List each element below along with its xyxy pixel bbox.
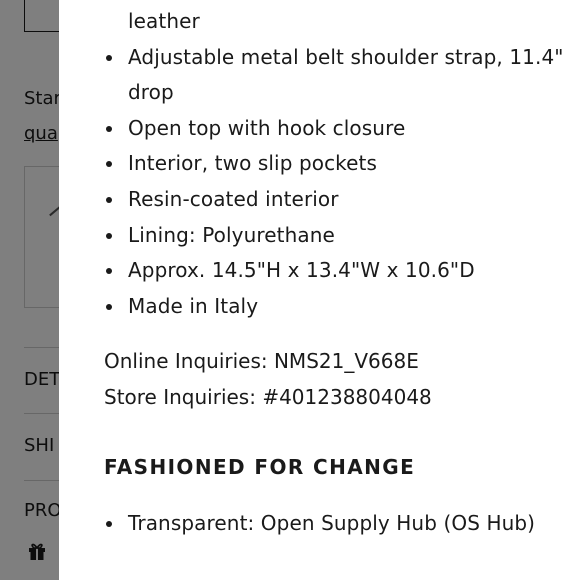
bullet-icon (106, 268, 112, 274)
feature-text: Resin-coated interior (128, 186, 339, 211)
feature-list (104, 4, 564, 324)
feature-item (104, 289, 564, 325)
bullet-icon (106, 161, 112, 167)
bullet-icon (106, 55, 112, 61)
online-inquiries: Online Inquiries: NMS21_V668E (104, 349, 419, 374)
drawer-content (104, 0, 564, 541)
feature-text: Made in Italy (128, 293, 259, 318)
store-inquiries: Store Inquiries: #401238804048 (104, 384, 432, 409)
feature-item (104, 146, 564, 182)
feature-text: leather (128, 9, 200, 33)
inquiries-block (104, 344, 564, 415)
bullet-icon (106, 233, 112, 239)
feature-item (104, 218, 564, 254)
feature-item (104, 40, 564, 111)
feature-text: Lining: Polyurethane (128, 222, 335, 247)
bullet-icon (106, 126, 112, 132)
details-drawer (59, 0, 580, 580)
change-list (104, 506, 564, 542)
feature-text: Adjustable metal belt shoulder strap, 11.4" drop (128, 44, 564, 105)
bullet-icon (106, 521, 112, 527)
fashioned-for-change-heading: FASHIONED FOR CHANGE (104, 454, 416, 479)
bullet-icon (106, 197, 112, 203)
feature-item (104, 182, 564, 218)
feature-text: Open top with hook closure (128, 115, 406, 140)
feature-item (104, 111, 564, 147)
feature-item (104, 4, 564, 40)
feature-item (104, 253, 564, 289)
change-text: Transparent: Open Supply Hub (OS Hub) (128, 510, 536, 535)
change-item (104, 506, 564, 542)
bullet-icon (106, 304, 112, 310)
feature-text: Interior, two slip pockets (128, 151, 378, 176)
feature-text: Approx. 14.5"H x 13.4"W x 10.6"D (128, 258, 475, 283)
